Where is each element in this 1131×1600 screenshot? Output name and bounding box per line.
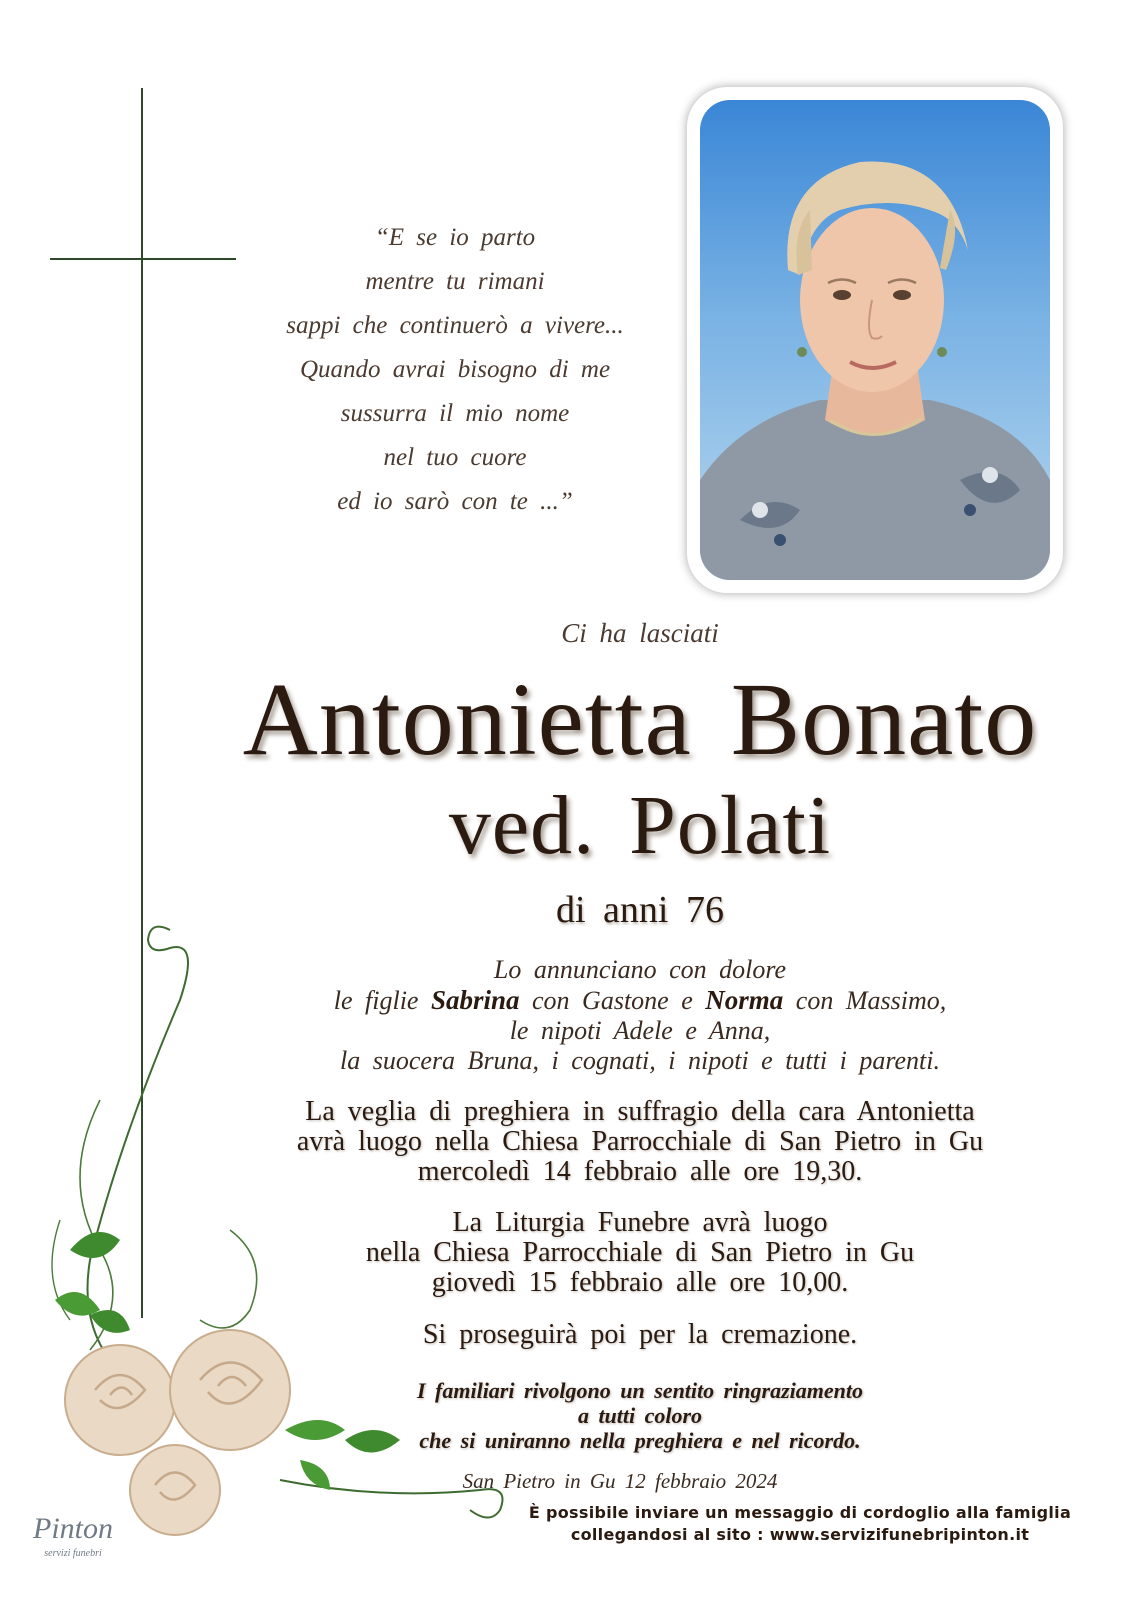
- footer-line: È possibile inviare un messaggio di cordoglio alla famiglia: [528, 1503, 1072, 1522]
- roses-decoration: [0, 920, 520, 1560]
- funeral-home-logo: [18, 1506, 128, 1568]
- deceased-age: di anni 76: [556, 889, 724, 931]
- funeral-line: La Liturgia Funebre avrà luogo: [452, 1207, 828, 1238]
- family-line: Lo annunciano con dolore: [493, 955, 787, 984]
- thanks-line: a tutti coloro: [577, 1403, 703, 1428]
- thanks-line: che si uniranno nella preghiera e nel ricordo.: [419, 1428, 861, 1453]
- deceased-name: Antonietta Bonato: [242, 662, 1038, 777]
- place-and-date: San Pietro in Gu 12 febbraio 2024: [462, 1469, 778, 1493]
- family-line: la suocera Bruna, i cognati, i nipoti e tutti i parenti.: [340, 1046, 940, 1075]
- daughter-name: Norma: [705, 985, 784, 1015]
- announcement-lead: Ci ha lasciati: [561, 618, 719, 648]
- poem-line: “E se io parto: [374, 224, 536, 251]
- cremation-line: Si proseguirà poi per la cremazione.: [422, 1319, 858, 1350]
- daughter-name: Sabrina: [430, 985, 520, 1015]
- family-line: le nipoti Adele e Anna,: [509, 1016, 771, 1045]
- funeral-line: giovedì 15 febbraio alle ore 10,00.: [431, 1267, 849, 1298]
- funeral-line: nella Chiesa Parrocchiale di San Pietro in Gu: [365, 1237, 915, 1268]
- vigil-line: La veglia di preghiera in suffragio della cara Antonietta: [305, 1096, 975, 1127]
- vigil-line: mercoledì 14 febbraio alle ore 19,30.: [417, 1156, 863, 1187]
- poem-line: sappi che continuerò a vivere...: [286, 312, 624, 339]
- poem-line: Quando avrai bisogno di me: [299, 356, 611, 383]
- cross-horizontal-bar: [50, 258, 236, 260]
- deceased-married-name: ved. Polati: [448, 779, 832, 872]
- poem-line: sussurra il mio nome: [340, 400, 570, 427]
- logo-name: Pinton: [33, 1512, 113, 1545]
- logo-subtitle: servizi funebri: [44, 1548, 102, 1559]
- vigil-line: avrà luogo nella Chiesa Parrocchiale di San Pietro in Gu: [296, 1126, 984, 1157]
- portrait-illustration: [700, 100, 1050, 580]
- poem-line: ed io sarò con te ...”: [337, 488, 573, 515]
- poem-line: mentre tu rimani: [365, 268, 545, 295]
- poem: [255, 216, 655, 524]
- thanks-line: I familiari rivolgono un sentito ringraziamento: [416, 1378, 864, 1403]
- condolence-footer: [500, 1502, 1100, 1546]
- family-text: con Massimo,: [783, 986, 947, 1015]
- portrait-photo: [700, 100, 1050, 580]
- footer-website[interactable]: collegandosi al sito : www.servizifunebripinton.it: [570, 1525, 1030, 1544]
- family-text: le figlie: [333, 986, 431, 1015]
- poem-line: nel tuo cuore: [383, 444, 527, 471]
- family-text: con Gastone e: [519, 986, 706, 1015]
- portrait-frame: [687, 87, 1063, 593]
